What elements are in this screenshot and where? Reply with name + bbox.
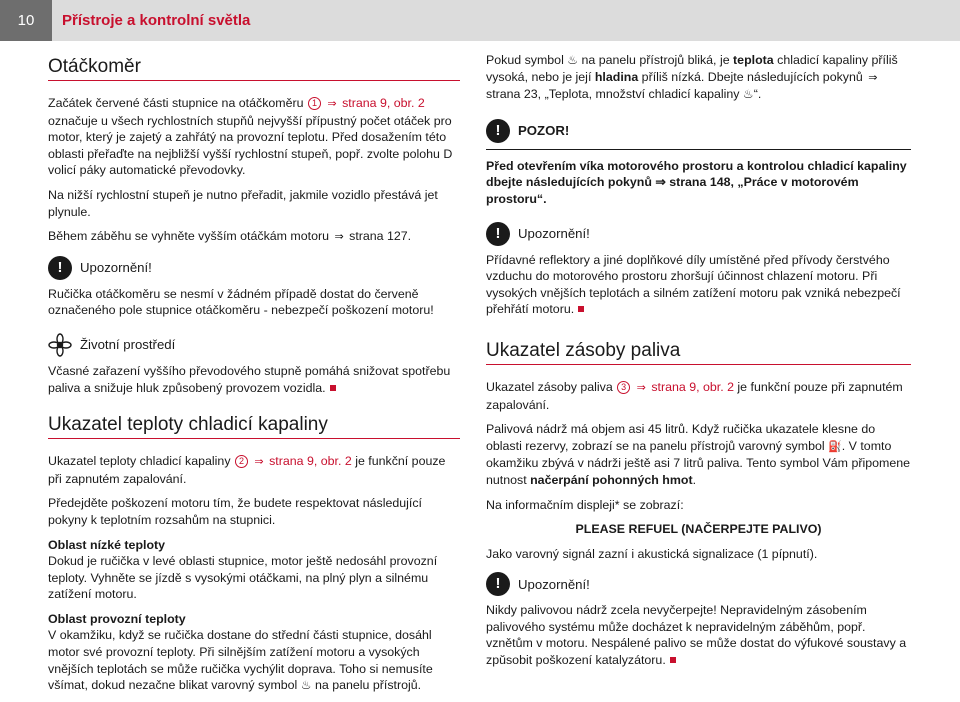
end-marker [330,385,336,391]
caution-header [486,119,911,143]
page-reference-link[interactable]: strana 9, obr. 2 [342,96,425,110]
page-reference-link[interactable]: strana 127. [349,229,412,244]
fuel-pump-icon: ⛽ [828,439,842,453]
environment-header [48,333,460,357]
thermometer-icon: ♨ [300,678,312,693]
section-heading-fuel: Ukazatel zásoby paliva [486,340,911,365]
notice-header [486,222,911,246]
fuel-paragraph-2: Palivová nádrž má objem asi 45 litrů. Když ručička ukazatele klesne do oblasti rezervy, zobrazí se na panelu přístrojů varovný symbol ⛽. V tomto okamžiku zbývá v nádrži ještě asi 7 litrů paliva. Tento symbol Vám připomene nutnost načerpání pohonných hmot. [486,422,910,487]
coolant-paragraph-2: Předejděte poškození motoru tím, že budete respektovat následující pokyny k teplotním rozsahům na stupnici. [48,496,423,527]
arrow-right-icon: ⇒ [254,455,264,469]
running-title: Přístroje a kontrolní světla [62,12,251,29]
exclamation-icon: ! [486,572,510,596]
fuel-paragraph-4: Jako varovný signál zazní i akustická signalizace (1 pípnutí). [486,546,818,561]
callout-number: 1 [308,97,321,110]
notice-title: Upozornění! [518,576,590,592]
exclamation-icon: ! [486,222,510,246]
thermometer-icon: ♨ [742,87,754,102]
notice-text: Přídavné reflektory a jiné doplňkové díly umístěné před přívody čerstvého vzduchu do motorového prostoru zhoršují účinnost chlazení motoru. Při vysokých vnějších teplotách a silném zatížení motoru pak vzniká nebezpečí přehřátí motoru. [486,252,901,317]
right-column [486,52,911,677]
environment-text: Včasné zařazení vyššího převodového stupně pomáhá snižovat spotřebu paliva a snižuje hluk způsobený provozem vozidla. [48,363,451,395]
tachometer-paragraph-1: Začátek červené části stupnice na otáčkoměru 1 ⇒ strana 9, obr. 2 označuje u všech rychlostních stupňů nejvyšší přípustný počet otáček pro motor, který je zajetý a zahřátý na provozní teplotu. Před dosažením této oblasti přeřaďte na nejbližší vyšší rychlostní stupeň, popř. zvolte polohu D volicí páky automatické převodovky. [48,96,453,178]
environment-title: Životní prostředí [80,337,176,353]
display-message: PLEASE REFUEL (NAČERPEJTE PALIVO) [575,522,822,537]
notice-header [48,256,460,280]
callout-number: 3 [617,381,630,394]
tachometer-paragraph-2: Na nižší rychlostní stupeň je nutno přeřadit, jakmile vozidlo přestává jet plynule. [48,187,438,219]
thermometer-icon: ♨ [567,53,579,67]
subheading-operating-temp: Oblast provozní teploty [48,611,186,626]
fuel-paragraph-3: Na informačním displeji* se zobrazí: [486,497,684,512]
section-heading-tachometer: Otáčkoměr [48,56,460,81]
coolant-warning-paragraph: Pokud symbol ♨ na panelu přístrojů bliká, je teplota chladicí kapaliny příliš vysoká, nebo je její hladina příliš nízká. Dbejte následujících pokynů ⇒ strana 23, „Teplota, množství chladicí kapaliny ♨“. [486,53,898,102]
callout-number: 2 [235,455,248,468]
exclamation-icon: ! [48,256,72,280]
end-marker [670,657,676,663]
fuel-paragraph-1: Ukazatel zásoby paliva 3 ⇒ strana 9, obr. 2 je funkční pouze při zapnutém zapalování. [486,379,903,412]
flower-icon [48,333,72,357]
subheading-low-temp: Oblast nízké teploty [48,537,166,552]
exclamation-icon: ! [486,119,510,143]
notice-text: Nikdy palivovou nádrž zcela nevyčerpejte! Nepravidelným zásobením palivového systému může docházet k nepravidelným záběhům, popř. vznětům v motoru. Nespálené palivo se může dostat do výfukové soustavy a zpŭsobit poškození katalyzátoru. [486,603,907,668]
notice-text: Ručička otáčkoměru se nesmí v žádném případě dostat do červeně označeného pole stupnice otáčkoměru - nebezpečí poškození motoru! [48,286,434,318]
tachometer-paragraph-3: Během záběhu se vyhněte vyšším otáčkám motoru ⇒ strana 127. [48,229,412,244]
left-column [48,52,460,702]
page-reference-link[interactable]: strana 23, [486,87,542,102]
arrow-right-icon: ⇒ [868,70,878,84]
page-reference-link[interactable]: strana 9, obr. 2 [269,454,352,469]
operating-temp-text: V okamžiku, když se ručička dostane do střední části stupnice, dosáhl motor své provozní teploty. Při silnějším zatížení motoru a vysokých vnějších teplotách se může ručička vychýlit doprava. Toho si nemusíte všímat, dokud nezačne blikat varovný symbol ♨ na panelu přístrojů. [48,628,433,693]
section-heading-coolant: Ukazatel teploty chladicí kapaliny [48,414,460,439]
arrow-right-icon: ⇒ [327,97,337,110]
notice-header [486,572,911,596]
page-number: 10 [0,0,52,41]
arrow-right-icon: ⇒ [334,230,344,244]
notice-title: Upozornění! [80,260,152,276]
notice-title: Upozornění! [518,226,590,242]
caution-title: POZOR! [518,123,570,139]
coolant-paragraph-1: Ukazatel teploty chladicí kapaliny 2 ⇒ strana 9, obr. 2 je funkční pouze při zapnutém zapalování. [48,454,446,486]
arrow-right-icon: ⇒ [636,380,646,394]
end-marker [578,306,584,312]
low-temp-text: Dokud je ručička v levé oblasti stupnice, motor ještě nedosáhl provozní teploty. Vyhněte se jízdě s vysokými otáčkami, na plný plyn a silnému zatížení motoru. [48,554,438,602]
caution-text: Před otevřením víka motorového prostoru a kontrolou chladicí kapaliny dbejte následujících pokynů ⇒ strana 148, „Práce v motorovém prostoru“. [486,149,911,208]
page-reference-link[interactable]: strana 9, obr. 2 [651,379,734,394]
